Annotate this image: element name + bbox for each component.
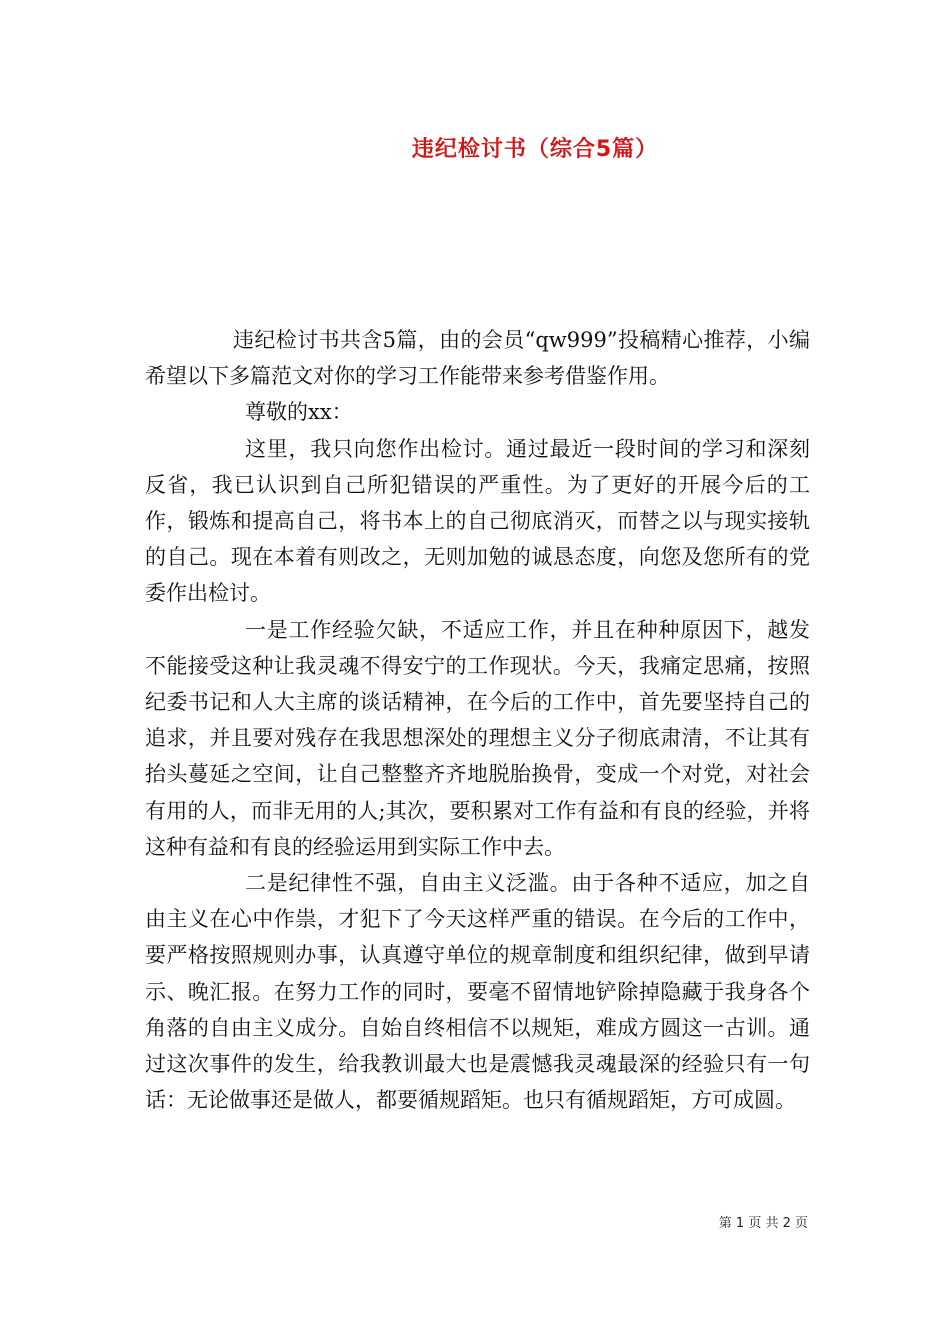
document-body: [145, 322, 810, 1118]
body-paragraph-1: 这里，我只向您作出检讨。通过最近一段时间的学习和深刻反省，我已认识到自己所犯错误的严重性。为了更好的开展今后的工作，锻炼和提高自己，将书本上的自己彻底消灭，而替之以与现实接轨的自己。现在本着有则改之，无则加勉的诚恳态度，向您及您所有的党委作出检讨。: [145, 436, 810, 606]
document-title: 违纪检讨书（综合5篇）: [411, 137, 659, 162]
intro-paragraph: 违纪检讨书共含5篇，由的会员“qw999”投稿精心推荐，小编希望以下多篇范文对你的学习工作能带来参考借鉴作用。: [145, 328, 810, 389]
body-paragraph-2: 一是工作经验欠缺，不适应工作，并且在种种原因下，越发不能接受这种让我灵魂不得安宁的工作现状。今天，我痛定思痛，按照纪委书记和人大主席的谈话精神，在今后的工作中，首先要坚持自己的追求，并且要对残存在我思想深处的理想主义分子彻底肃清，不让其有抬头蔓延之空间，让自己整整齐齐地脱胎换骨，变成一个对党，对社会有用的人，而非无用的人;其次，要积累对工作有益和有良的经验，并将这种有益和有良的经验运用到实际工作中去。: [145, 617, 810, 859]
body-paragraph-3: 二是纪律性不强，自由主义泛滥。由于各种不适应，加之自由主义在心中作祟，才犯下了今天这样严重的错误。在今后的工作中，要严格按照规则办事，认真遵守单位的规章制度和组织纪律，做到早请示、晚汇报。在努力工作的同时，要毫不留情地铲除掉隐藏于我身各个角落的自由主义成分。自始自终相信不以规矩，难成方圆这一古训。通过这次事件的发生，给我教训最大也是震憾我灵魂最深的经验只有一句话：无论做事还是做人，都要循规蹈矩。也只有循规蹈矩，方可成圆。: [145, 871, 810, 1113]
page-number-footer: 第 1 页 共 2 页: [718, 1216, 808, 1231]
greeting-line: 尊敬的xx：: [245, 400, 353, 425]
